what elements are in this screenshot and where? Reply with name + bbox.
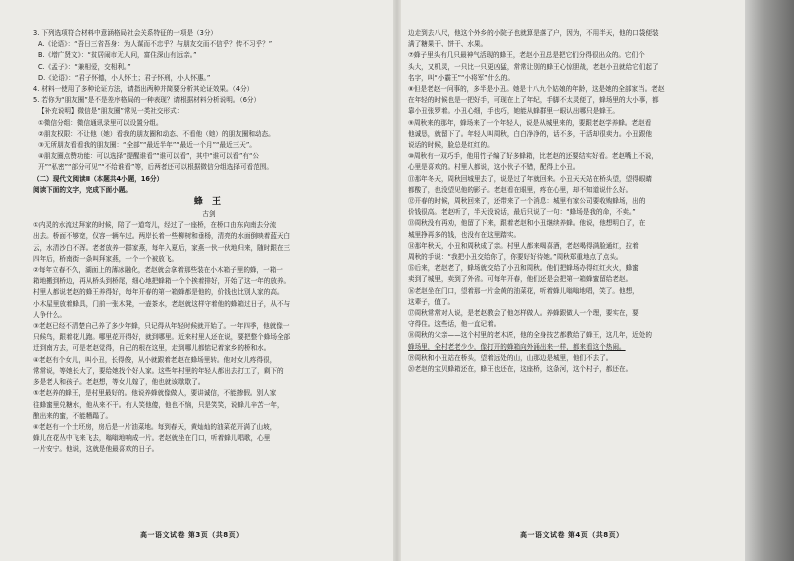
story-line: ③老赵已经不清楚自己养了多少年蜂，只记得从年轻时候就开始了。一年四季，他就像一 <box>33 322 290 331</box>
story-line: 出去。桥面不够宽，仅容一辆车过。两岸长着一些柳树和垂杨，清亮的水面倒映着蓝天白 <box>33 232 291 241</box>
story-line: 村里人都说老赵的蜂王养得好，每年开春的第一箱蜂都是他的，价钱也比别人家的高。 <box>33 288 284 297</box>
story-line: ⑯老赵坐在门口，望着那一片金黄的油菜花，听着蜂儿嗡嗡地唱，笑了。他想， <box>408 286 639 295</box>
supplement-item-1: ①微信分组：微信通讯录里可以设置分组。 <box>38 118 163 127</box>
story-line: ⑰周秋常常对人说，是老赵教会了他怎样做人。养蜂跟做人一个理，要实在，要 <box>408 309 639 318</box>
story-line: 在年轻的时候也是一把好手，可现在上了年纪，手脚不太灵便了，蜂场里的大小事，都 <box>408 96 659 105</box>
question-3: 3. 下列选项符合材料中意涵格局社会关系特征的一项是（3分） <box>33 29 218 37</box>
story-line-underlined: 蜂场里，全村老老少少，像打开的蜂箱向外涌出来一样，都来看这个热闹。 <box>408 342 626 351</box>
story-line: ①内灵的水流过拜家的时候，陪了一道弯儿，经过了一座桥，在桥口由东向南去分流 <box>33 221 277 230</box>
story-line: 他诚恳，就留下了。年轻人叫周秋，白白净净的，话不多，干活却很卖力。小丑跟他 <box>408 129 652 138</box>
story-line: 云，水清沙白不浑。老者放养一群家燕，每年入夏后，家燕一伙一伙地归来，随时跟在三 <box>33 243 291 252</box>
story-line: 都酸了，也没望见他的影子。老赵看在眼里，疼在心里，却不知道说什么好。 <box>408 185 633 194</box>
story-line: 蜂儿在花丛中飞来飞去，嗡嗡地响成一片。老赵就坐在门口，听着蜂儿唱歌，心里 <box>33 434 271 443</box>
story-line: 城里挣再多的钱，也没有在这里踏实。 <box>408 230 521 239</box>
story-line: 名字，叫“小霸王”“小将军”什么的。 <box>408 73 514 82</box>
story-line: ⑤老赵养的蜂王，是村里最好的。他说养蜂就像做人，要讲诚信，不能掺假。别人家 <box>33 389 277 398</box>
story-line: ⑪那年冬天，周秋回城里去了，说是过了年就回来。小丑天天站在桥头望，望得眼睛 <box>408 174 652 183</box>
story-line: ⑳老赵的宝贝蜂箱还在，蜂王也还在，这座桥，这条河，这个村子，都还在。 <box>408 365 633 374</box>
story-line: ⑩周秋有一双巧手，他用竹子编了好多蜂箱，比老赵的还要结实好看。老赵嘴上不说， <box>408 152 658 161</box>
left-page <box>33 28 385 456</box>
story-line: 一片安宁。他说，这就是他最喜欢的日子。 <box>33 445 159 454</box>
story-line: ⑨周秋来的那年，蜂场来了一个年轻人，说是从城里来的，要跟老赵学养蜂。老赵看 <box>408 118 652 127</box>
story-line: 边走到去八尺，他这个外乡的小院子也就算是落了户，因为，不用半天，他的口袋便装 <box>408 29 659 37</box>
supplement-item-4-cont: 开”“私密”“部分可见”“不给谁看”等，后两者还可以根据微信分组选择可看范围。 <box>38 163 273 172</box>
story-line: 酿出来的蜜，不能糟蹋了。 <box>33 411 113 420</box>
page-edge-shadow <box>745 0 794 561</box>
right-page <box>408 28 740 375</box>
story-line: 人争什么。 <box>33 310 66 319</box>
story-line: 常常说，等她长大了，要给她找个好人家。这些年村里的年轻人都出去打工了，剩下的 <box>33 366 284 375</box>
option-d: D.《论语》：“君子怀德，小人怀土；君子怀刑，小人怀惠。” <box>38 73 211 82</box>
page-footer-left: 高一语文试卷 第3页（共8页） <box>140 531 244 539</box>
story-line: 周秋的手说：“我把小丑交给你了，你要好好待她。”周秋郑重地点了点头。 <box>408 253 623 262</box>
story-line: ⑦蜂子里头有几只最神气活现的蜂王，老赵小丑总是把它们分得很出众的。它们个 <box>408 51 645 60</box>
story-line: ⑭那年秋天，小丑和周秋成了亲。村里人都来喝喜酒，老赵喝得满脸通红，拉着 <box>408 241 639 250</box>
story-line: 价钱很高。老赵听了，半天没说话，最后只说了一句：“蜂场是我的命，不卖。” <box>408 208 636 217</box>
story-author: 古剑 <box>202 210 216 219</box>
question-5: 5. 若你为“朋友圈”是不是差序格局的一种表现？请根据材料分析说明。（6分） <box>33 96 261 105</box>
story-title: 蜂 王 <box>193 197 225 208</box>
story-line: 守得住。这些话，他一直记着。 <box>408 320 501 329</box>
story-line: ②每年立春不久，湖面上的薄冰融化，老赵就会拿着那些装在小木箱子里的蜂，一箱一 <box>33 266 283 275</box>
story-line: ⑮后来，老赵老了，蜂场就交给了小丑和周秋。他们把蜂场办得红红火火，蜂蜜 <box>408 264 639 273</box>
story-line: 说话的时候，脸总是红红的。 <box>408 141 494 150</box>
story-line: ⑲周秋和小丑站在桥头，望着远处的山，山那边是城里，他们不去了。 <box>408 353 613 362</box>
page-footer-right: 高一语文试卷 第4页（共8页） <box>520 531 624 539</box>
story-line: 靠小丑张罗着。小丑心细，手也巧，她能从蜂群里一眼认出哪只是蜂王。 <box>408 107 619 116</box>
story-line: 箱地搬到桥边，再从桥头到桥尾，细心地把蜂箱一个个挨着排好，开始了这一年的放养。 <box>33 277 291 286</box>
story-line: 满了糖果干、饼干、水果。 <box>408 40 488 49</box>
story-line: 往蜂蜜里兑糖水，他从来不干。有人笑他傻，他也不恼，只是笑笑，说蜂儿辛苦一年， <box>33 400 284 409</box>
story-line: ⑬周秋没有再劝，他留了下来，跟着老赵和小丑继续养蜂。他说，他想明白了，在 <box>408 219 646 228</box>
story-line: 只候鸟，跟着花儿跑。哪里花开得好，就到哪里。近来村里人还在说，要把整个蜂场全部 <box>33 333 291 342</box>
story-line: 四年后，桥南街一条叫拜家燕，一个一个被放飞。 <box>33 254 179 263</box>
section-instruction: 阅读下面的文字，完成下面小题。 <box>33 185 132 194</box>
story-line: 小木屋里放着蜂具，门前一张木凳，一壶茶水，老赵就这样守着他的蜂箱过日子，从不与 <box>33 299 291 308</box>
supplement-item-4: ④朋友圈点赞功能：可以选择“提醒谁看”“谁可以看”，其中“谁可以看”有“公 <box>38 152 260 161</box>
story-line: ⑥老赵有一个土坯房，房后是一片油菜地。每到春天，黄灿灿的油菜花开满了山坡， <box>33 422 277 431</box>
section-heading: （二）现代文阅读Ⅱ（本题共4小题，16分） <box>33 174 164 183</box>
supplement-item-2: ②朋友权限：不让他（她）看我的朋友圈和动态、不看他（她）的朋友圈和动态。 <box>38 129 275 138</box>
story-line: 卖到了城里，卖到了外省。可每年开春，他们还是会把第一箱蜂蜜留给老赵。 <box>408 275 633 284</box>
story-line: ⑱周秋的父亲——这个村里的老木匠，他的全身技艺都教给了蜂王，这几年，近处的 <box>408 331 652 340</box>
story-line: 这辈子，值了。 <box>408 297 455 306</box>
page-gutter <box>393 0 401 561</box>
story-line: 心里是喜欢的。村里人都说，这小伙子不错，配得上小丑。 <box>408 163 580 172</box>
option-a: A.《论语》：“吾日三省吾身：为人谋而不忠乎？与朋友交而不信乎？传不习乎？” <box>38 40 273 49</box>
question-4: 4. 材料一使用了多种论证方法，请指出两种并简要分析其论证效果。（4分） <box>33 85 254 94</box>
story-line: 头大，又机灵，一只比一只更凶猛，常常让别的蜂王心惊胆战，老赵小丑就给它们起了 <box>408 62 659 71</box>
story-line: ⑧但是老赵一问事的，多半是小丑。她是十八九个姑娘的年龄，这是她的全部家当。老赵 <box>408 85 665 94</box>
story-line: ④老赵有个女儿，叫小丑，长得俊，从小就跟着老赵在蜂场里转。他对女儿疼得很， <box>33 355 277 364</box>
option-b: B.《增广贤文》：“贫居闹市无人问，富住深山有远亲。” <box>38 51 197 60</box>
story-line: 多是老人和孩子。老赵想，等女儿嫁了，他也就该歇歇了。 <box>33 378 205 387</box>
option-c: C.《孟子》：“兼相爱，交相利。” <box>38 62 131 71</box>
supplement-item-3: ③无所朋友看看我的朋友圈：“全部”“最近半年”“最近一个月”“最近三天”。 <box>38 141 256 150</box>
story-line: ⑫开春的时候，周秋回来了，还带来了一个消息：城里有家公司要收购蜂场，出的 <box>408 197 646 206</box>
supplement-heading: 【补充说明】微信是“朋友圈”常见一类社交形式： <box>38 107 184 116</box>
story-line: 迁到南方去，可是老赵觉得，自己的根在这里，走到哪儿都惦记着家乡的桥和水。 <box>33 344 271 353</box>
